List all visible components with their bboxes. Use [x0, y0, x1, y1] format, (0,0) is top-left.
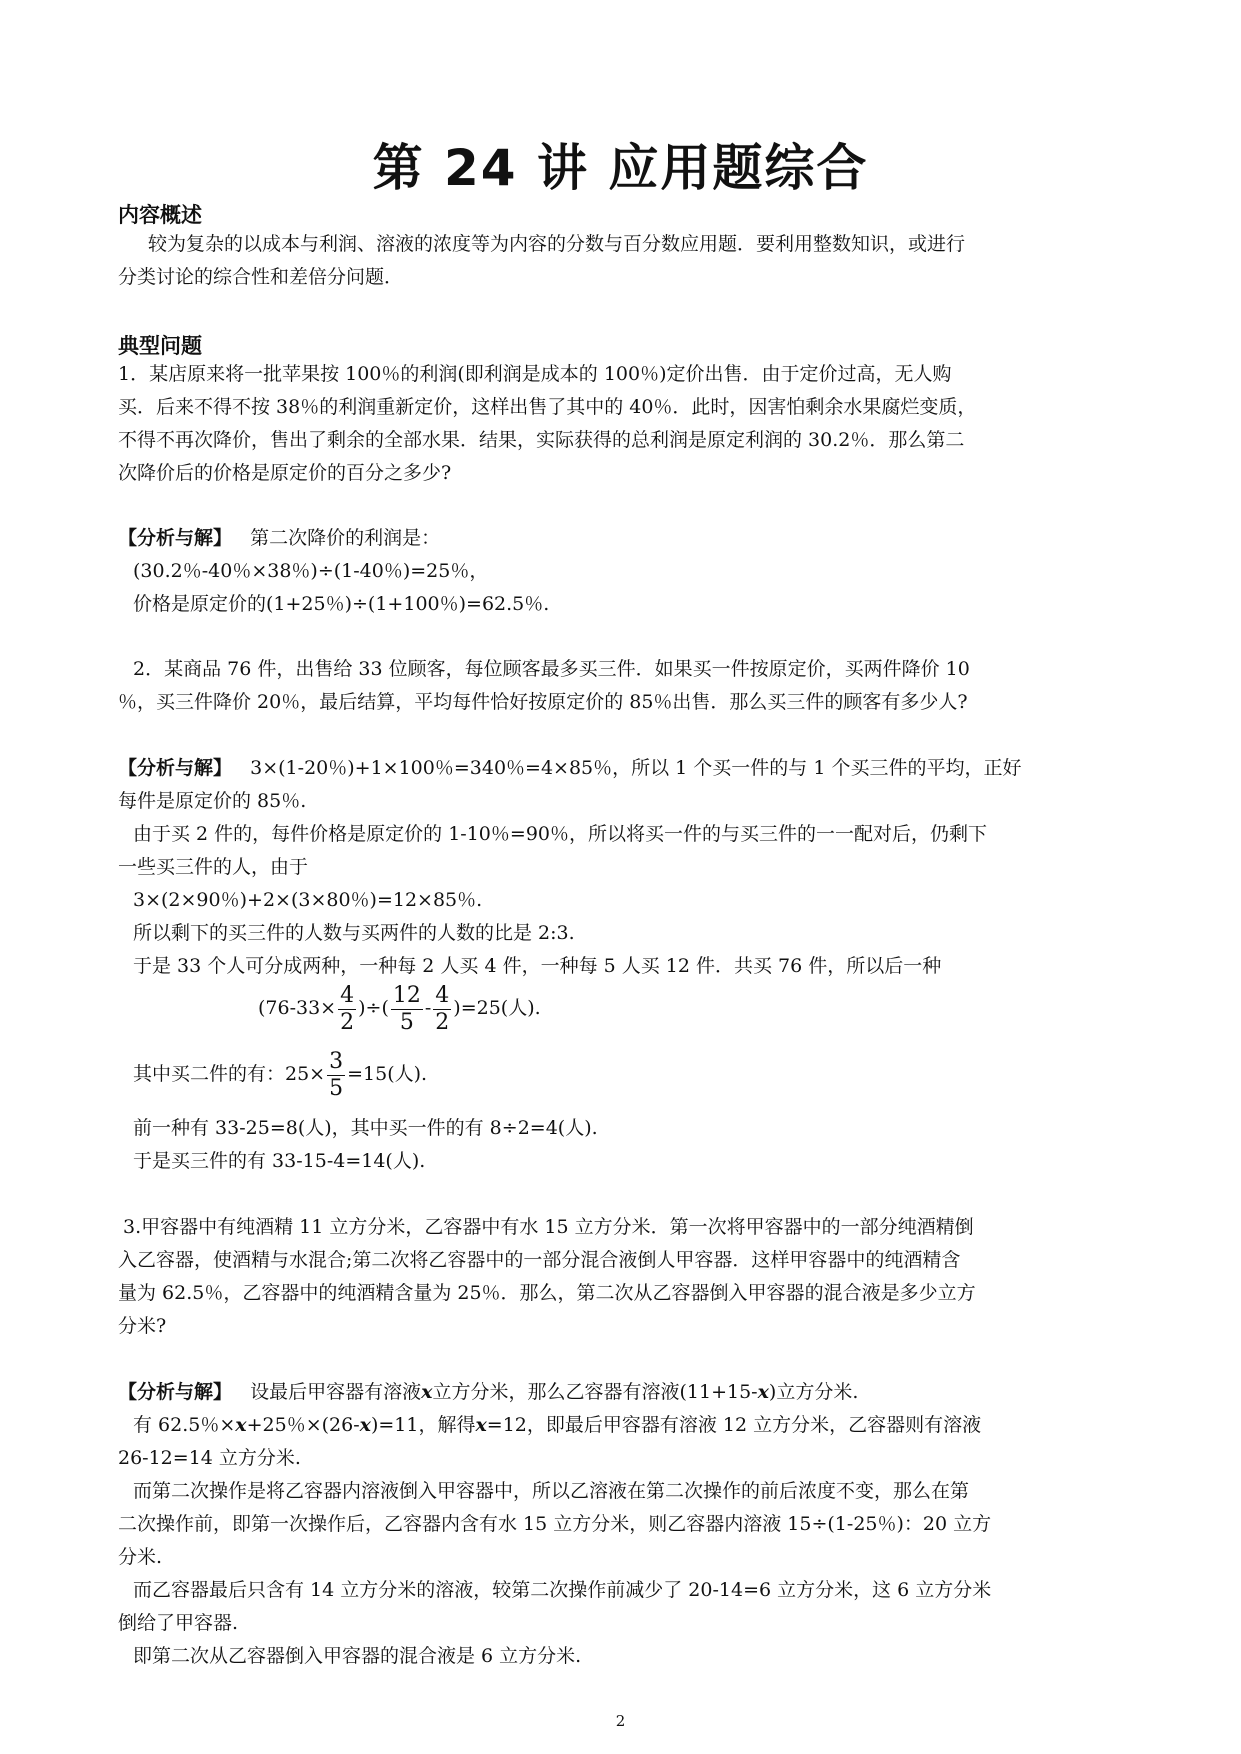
fraction-numerator: 4 [435, 982, 450, 1008]
solution-2-line: 所以剩下的买三件的人数与买两件的人数的比是 2:3. [133, 922, 575, 944]
analysis-label: 【分析与解】 [118, 757, 233, 779]
solution-text: )=11，解得 [370, 1414, 476, 1436]
solution-3-line: 二次操作前，即第一次操作后，乙容器内含有水 15 立方分米，则乙容器内溶液 15÷(1-25％)：20 立方 [118, 1513, 992, 1535]
fraction-numerator: 12 [392, 982, 421, 1008]
solution-3-line: 倒给了甲容器. [118, 1612, 239, 1634]
page-title: 第 24 讲 应用题综合 [372, 139, 869, 197]
solution-2-line: 前一种有 33-25=8(人)，其中买一件的有 8÷2=4(人). [133, 1117, 598, 1139]
solution-1-line: 价格是原定价的(1+25％)÷(1+100％)=62.5％. [133, 593, 550, 615]
typical-heading: 典型问题 [118, 334, 202, 358]
page-number: 2 [615, 1712, 626, 1730]
problem-1-line: 不得不再次降价，售出了剩余的全部水果．结果，实际获得的总利润是原定利润的 30.2％．那么第二 [118, 429, 965, 451]
solution-3-line [133, 1413, 981, 1437]
solution-3-line: 而乙容器最后只含有 14 立方分米的溶液，较第二次操作前减少了 20-14=6 立方分米，这 6 立方分米 [133, 1579, 992, 1601]
fraction-denominator: 2 [340, 1009, 355, 1035]
fraction [391, 983, 423, 1036]
analysis-label: 【分析与解】 [118, 527, 233, 549]
solution-text: 第二次降价的利润是： [250, 527, 441, 549]
variable-x: x [421, 1381, 433, 1403]
variable-x: x [235, 1414, 247, 1436]
solution-text: +25％×(26- [246, 1414, 360, 1436]
problem-1-line: 买．后来不得不按 38％的利润重新定价，这样出售了其中的 40％．此时，因害怕剩余水果腐烂变质， [118, 396, 977, 418]
equation-text: )=25(人). [453, 997, 541, 1019]
equation-text: - [424, 997, 432, 1019]
solution-3-line: 即第二次从乙容器倒入甲容器的混合液是 6 立方分米. [133, 1645, 582, 1667]
equation-text: (76-33× [258, 997, 337, 1019]
overview-heading: 内容概述 [118, 203, 202, 227]
solution-2-line: 由于买 2 件的，每件价格是原定价的 1-10％=90％，所以将买一件的与买三件的一一配对后，仍剩下 [133, 823, 987, 845]
problem-2-line: ％，买三件降价 20％，最后结算，平均每件恰好按原定价的 85％出售．那么买三件的顾客有多少人? [118, 691, 968, 713]
solution-text: 立方分米，那么乙容器有溶液(11+15- [432, 1381, 758, 1403]
solution-2-line: 一些买三件的人，由于 [118, 856, 309, 878]
fraction-numerator: 3 [329, 1048, 344, 1074]
analysis-label: 【分析与解】 [118, 1381, 233, 1403]
problem-1-line: 1．某店原来将一批苹果按 100％的利润(即利润是成本的 100％)定价出售．由于定价过高，无人购 [118, 363, 952, 385]
solution-3-line: 而第二次操作是将乙容器内溶液倒入甲容器中，所以乙溶液在第二次操作的前后浓度不变，那么在第 [133, 1480, 970, 1502]
problem-3-line: 分米? [118, 1315, 167, 1337]
equation-text: 其中买二件的有：25× [133, 1063, 326, 1085]
solution-1-line: (30.2％-40％×38％)÷(1-40％)=25％， [133, 560, 489, 582]
equation-text: =15(人). [347, 1063, 428, 1085]
variable-x: x [757, 1381, 769, 1403]
fraction-denominator: 2 [435, 1009, 450, 1035]
solution-1-line [118, 526, 440, 550]
solution-3-line [118, 1380, 858, 1404]
problem-3-line: 入乙容器，使酒精与水混合;第二次将乙容器中的一部分混合液倒人甲容器．这样甲容器中的纯酒精含 [118, 1249, 961, 1271]
problem-2-line: 2．某商品 76 件，出售给 33 位顾客，每位顾客最多买三件．如果买一件按原定价，买两件降价 10 [133, 658, 970, 680]
problem-3-line: 量为 62.5％，乙容器中的纯酒精含量为 25％．那么，第二次从乙容器倒入甲容器的混合液是多少立方 [118, 1282, 976, 1304]
equation-text: )÷( [358, 997, 389, 1019]
problem-1-line: 次降价后的价格是原定价的百分之多少? [118, 462, 452, 484]
solution-text: =12，即最后甲容器有溶液 12 立方分米，乙容器则有溶液 [486, 1414, 982, 1436]
equation-2 [133, 1048, 427, 1102]
equation-1 [258, 982, 541, 1036]
fraction [433, 983, 451, 1036]
solution-2-line: 每件是原定价的 85％. [118, 790, 307, 812]
solution-2-line: 于是买三件的有 33-15-4=14(人). [133, 1150, 426, 1172]
fraction [327, 1049, 345, 1102]
variable-x: x [475, 1414, 487, 1436]
solution-text: 设最后甲容器有溶液 [250, 1381, 422, 1403]
solution-text: 有 62.5％× [133, 1414, 236, 1436]
solution-3-line: 分米. [118, 1546, 163, 1568]
solution-3-line: 26-12=14 立方分米. [118, 1447, 301, 1469]
solution-text: )立方分米. [768, 1381, 859, 1403]
fraction-numerator: 4 [340, 982, 355, 1008]
solution-2-line [118, 756, 1021, 780]
problem-3-line: 3.甲容器中有纯酒精 11 立方分米，乙容器中有水 15 立方分米．第一次将甲容器中的一部分纯酒精倒 [123, 1216, 974, 1238]
overview-line: 分类讨论的综合性和差倍分问题． [118, 266, 404, 288]
fraction [338, 983, 356, 1036]
overview-line: 较为复杂的以成本与利润、溶液的浓度等为内容的分数与百分数应用题．要利用整数知识，或进行 [148, 233, 966, 255]
variable-x: x [359, 1414, 371, 1436]
solution-2-line: 3×(2×90％)+2×(3×80％)=12×85％. [133, 889, 483, 911]
solution-text: 3×(1-20％)+1×100％=340％=4×85％，所以 1 个买一件的与 1 个买三件的平均，正好 [250, 757, 1022, 779]
fraction-denominator: 5 [399, 1009, 414, 1035]
solution-2-line: 于是 33 个人可分成两种，一种每 2 人买 4 件，一种每 5 人买 12 件．共买 76 件，所以后一种 [133, 955, 942, 977]
fraction-denominator: 5 [329, 1075, 344, 1101]
